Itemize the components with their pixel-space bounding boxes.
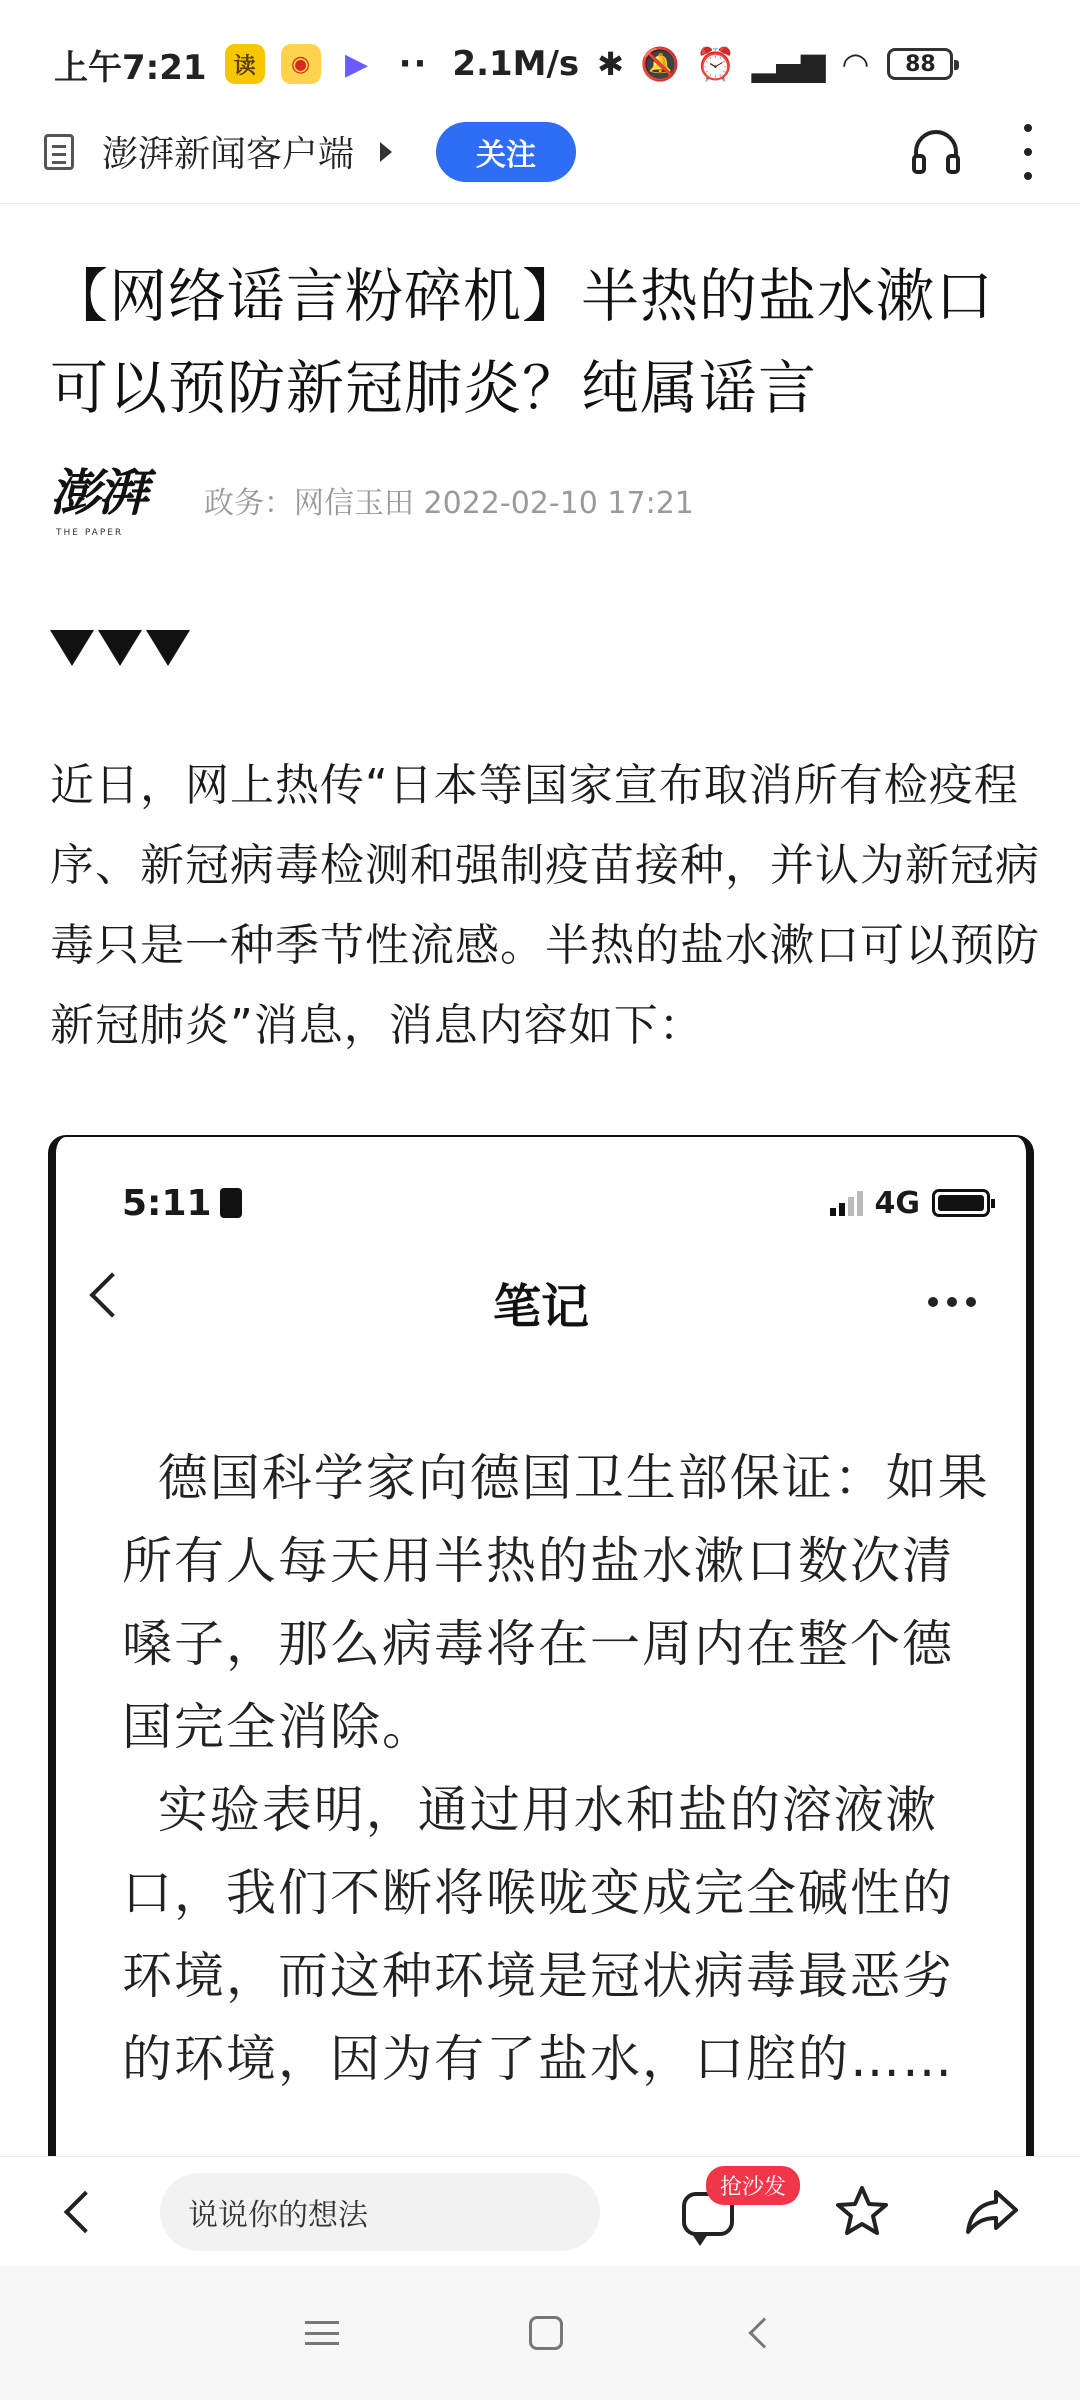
network-speed: 2.1M/s [452, 44, 580, 84]
document-icon[interactable] [44, 134, 74, 170]
embedded-lock-icon [220, 1188, 242, 1218]
article-meta [50, 460, 1040, 540]
the-paper-logo: 澎湃 THE PAPER [50, 463, 146, 538]
headphone-icon[interactable] [908, 124, 964, 180]
more-notifications-icon: ·· [398, 44, 429, 84]
bluetooth-icon: ✱ [597, 45, 624, 83]
signal-icon: ▂▄▆ [751, 45, 826, 83]
home-icon[interactable] [529, 2316, 563, 2350]
embedded-paragraph: 德国科学家向德国卫生部保证：如果所有人每天用半热的盐水漱口数次清嗓子，那么病毒将在一周内在整个德国完全消除。 [122, 1449, 990, 1756]
article-source-date: 政务：网信玉田 2022-02-10 17:21 [204, 486, 694, 521]
caret-right-icon[interactable] [380, 142, 392, 162]
article [50, 250, 1040, 1066]
embedded-nav-bar [56, 1257, 1026, 1347]
embedded-back-icon [89, 1272, 134, 1317]
action-bar [0, 2156, 1080, 2266]
more-vert-icon[interactable] [1022, 124, 1034, 180]
comment-input[interactable]: 说说你的想法 [160, 2173, 600, 2251]
menu-icon[interactable] [305, 2321, 339, 2345]
app-header [0, 100, 1080, 204]
status-time: 上午7:21 [54, 47, 207, 88]
embedded-more-icon [928, 1297, 976, 1307]
alarm-icon: ⏰ [695, 45, 736, 83]
article-paragraph: 近日，网上热传“日本等国家宣布取消所有检疫程序、新冠病毒检测和强制疫苗接种，并认为新冠病毒只是一种季节性流感。半热的盐水漱口可以预防新冠肺炎”消息，消息内容如下： [50, 760, 1040, 1051]
read-app-icon: 读 [225, 44, 265, 84]
source-name[interactable]: 澎湃新闻客户端 [102, 134, 355, 175]
star-icon[interactable] [832, 2182, 892, 2242]
battery-icon: 88 [887, 48, 953, 80]
weibo-icon: ◉ [281, 44, 321, 84]
comment-button[interactable] [682, 2174, 787, 2242]
embedded-note-text [122, 1437, 1002, 2101]
system-nav-bar [0, 2266, 1080, 2400]
embedded-signal-icon [830, 1190, 863, 1216]
sofa-badge: 抢沙发 [706, 2166, 800, 2205]
embedded-screenshot[interactable] [48, 1135, 1034, 2195]
article-title: 【网络谣言粉碎机】半热的盐水漱口可以预防新冠肺炎？纯属谣言 [50, 262, 995, 422]
embedded-battery-icon [932, 1189, 990, 1217]
follow-button[interactable]: 关注 [436, 122, 576, 182]
embedded-time: 5:11 [122, 1182, 212, 1224]
video-app-icon: ▶ [345, 46, 369, 82]
embedded-paragraph: 实验表明，通过用水和盐的溶液漱口，我们不断将喉咙变成完全碱性的环境，而这种环境是冠状病毒最恶劣的环境，因为有了盐水，口腔的…… [122, 1781, 954, 2088]
share-icon[interactable] [962, 2182, 1022, 2242]
embedded-status-bar [122, 1173, 990, 1233]
mute-icon: 🔕 [639, 45, 680, 83]
wifi-icon: ◠ [841, 45, 870, 83]
back-icon[interactable] [64, 2190, 106, 2232]
embedded-network: 4G [874, 1185, 920, 1221]
system-back-icon[interactable] [748, 2317, 779, 2348]
triangle-divider-icon [50, 630, 1040, 666]
embedded-title: 笔记 [492, 1278, 589, 1335]
